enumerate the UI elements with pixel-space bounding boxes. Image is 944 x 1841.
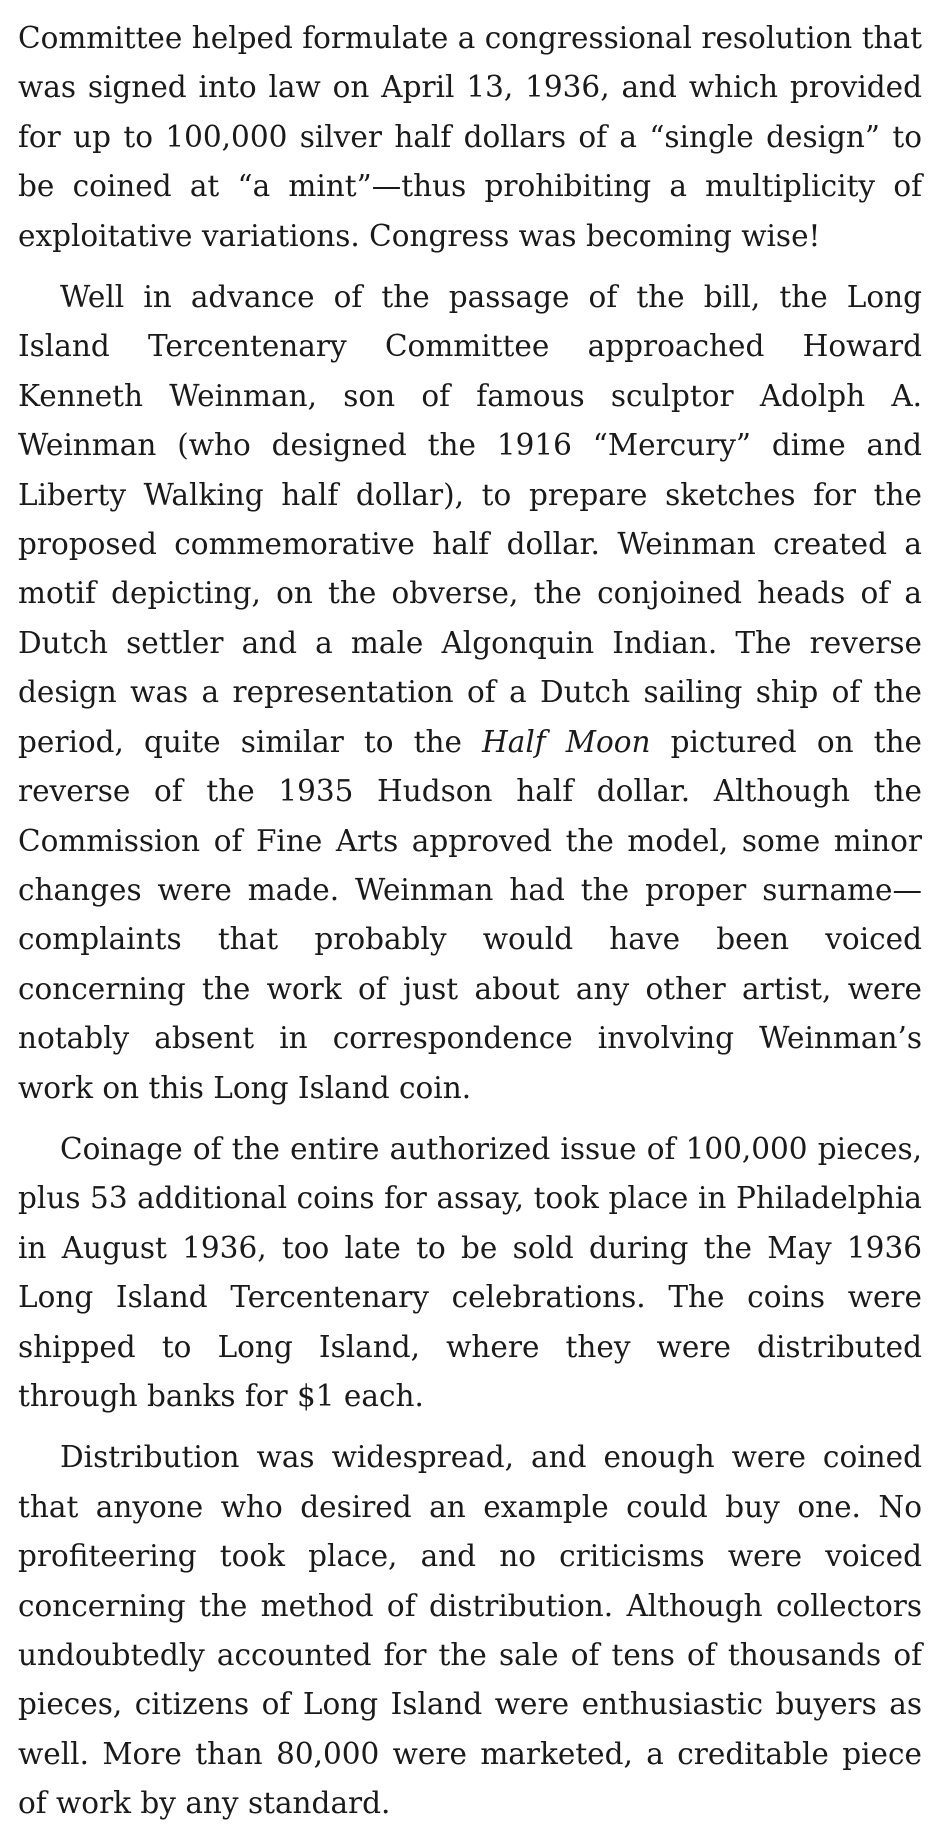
paragraph-text: Coinage of the entire authorized issue of 100,000 pieces, plus 53 additional coins for assay, took place in Philadelphia in August 1936, too late to be sold during the May 1936 Long Island Tercentenary celebrations. The coins were shipped to Long Island, where they were distributed through banks for $1 each. — [18, 1131, 922, 1413]
paragraph-text: pictured on the reverse of the 1935 Hudson half dollar. Although the Commission of Fine Arts approved the model, some minor changes were made. Weinman had the proper surname—complaints that probably would have been voiced concerning the work of just about any other artist, were notably absent in correspondence involving Weinman’s work on this Long Island coin. — [18, 724, 922, 1105]
paragraph-text: Committee helped formulate a congressional resolution that was signed into law on April 13, 1936, and which provided for up to 100,000 silver half dollars of a “single design” to be coined at “a mint”—thus prohibiting a multiplicity of exploitative variations. Congress was becoming wise! — [18, 21, 922, 253]
document-page — [18, 14, 922, 1841]
paragraph-text: Well in advance of the passage of the bill, the Long Island Tercentenary Committee approached Howard Kenneth Weinman, son of famous sculptor Adolph A. Weinman (who designed the 1916 “Mercury” dime and Liberty Walking half dollar), to prepare sketches for the proposed commemorative half dollar. Weinman created a motif depicting, on the obverse, the conjoined heads of a Dutch settler and a male Algonquin Indian. The reverse design was a representation of a Dutch sailing ship of the period, quite similar to the — [18, 280, 922, 759]
paragraph-1 — [18, 14, 922, 261]
paragraph-2 — [18, 273, 922, 1113]
ship-name-italic: Half Moon — [482, 724, 651, 759]
paragraph-4 — [18, 1433, 922, 1828]
paragraph-text: Distribution was widespread, and enough were coined that anyone who desired an example could buy one. No profiteering took place, and no criticisms were voiced concerning the method of distribution. Although collectors undoubtedly accounted for the sale of tens of thousands of pieces, citizens of Long Island were enthusiastic buyers as well. More than 80,000 were marketed, a creditable piece of work by any standard. — [18, 1440, 922, 1821]
paragraph-3 — [18, 1125, 922, 1421]
